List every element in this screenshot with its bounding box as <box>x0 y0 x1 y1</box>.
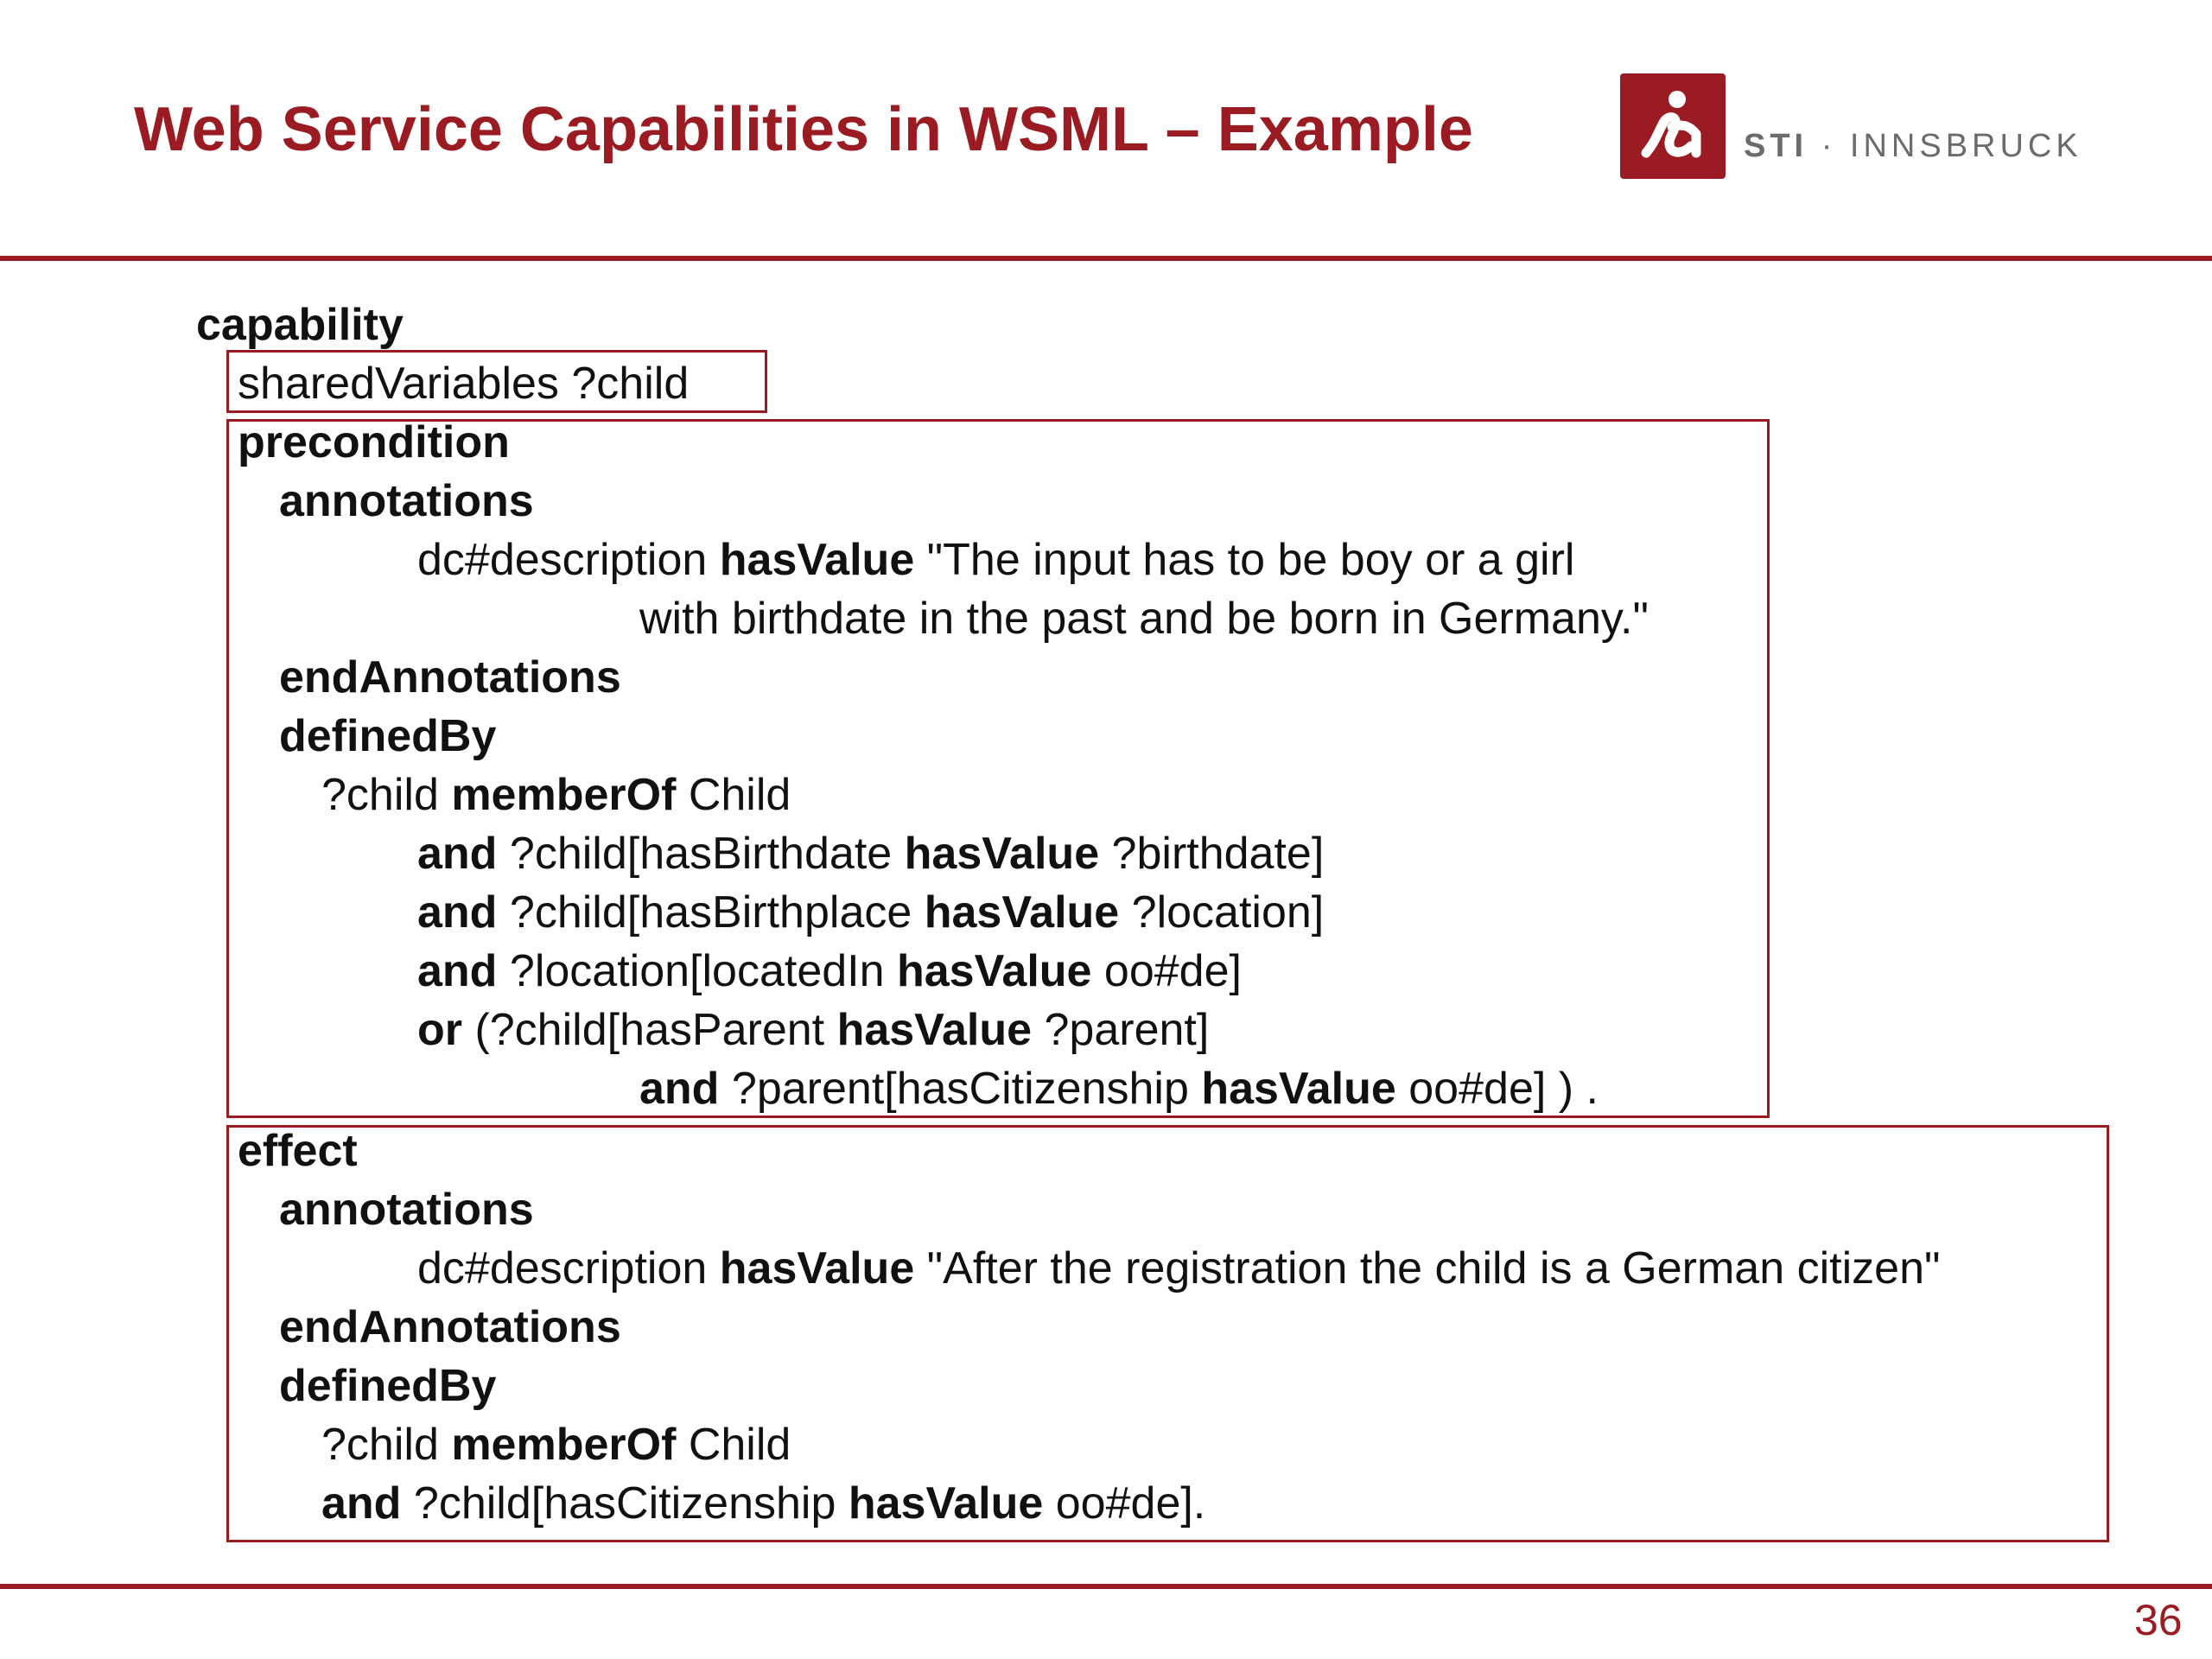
sti-innsbruck-wordmark <box>1744 125 2082 167</box>
effect-member-of-line: ?child memberOf Child <box>321 1420 791 1470</box>
effect-header: effect <box>238 1126 358 1176</box>
page-number: 36 <box>2134 1596 2183 1644</box>
precondition-birthdate-line: and ?child[hasBirthdate hasValue ?birthdate] <box>417 829 1325 879</box>
logo-location: INNSBRUCK <box>1849 128 2082 164</box>
precondition-located-in-line: and ?location[locatedIn hasValue oo#de] <box>417 946 1242 996</box>
precondition-description-line-1: dc#description hasValue "The input has to be boy or a girl <box>417 535 1575 585</box>
precondition-birthplace-line: and ?child[hasBirthplace hasValue ?location] <box>417 887 1325 938</box>
precondition-has-parent-line: or (?child[hasParent hasValue ?parent] <box>417 1005 1210 1055</box>
header-divider <box>0 256 2212 261</box>
effect-citizenship-line: and ?child[hasCitizenship hasValue oo#de]. <box>321 1478 1206 1529</box>
effect-defined-by: definedBy <box>279 1361 497 1411</box>
capability-keyword: capability <box>196 300 404 350</box>
precondition-annotations: annotations <box>279 476 534 526</box>
precondition-end-annotations: endAnnotations <box>279 652 621 702</box>
logo-brand: STI <box>1744 128 1808 164</box>
precondition-defined-by: definedBy <box>279 711 497 761</box>
effect-end-annotations: endAnnotations <box>279 1302 621 1352</box>
footer-divider <box>0 1584 2212 1589</box>
logo-separator: · <box>1821 128 1837 164</box>
effect-annotations: annotations <box>279 1185 534 1235</box>
precondition-header: precondition <box>238 417 510 467</box>
precondition-citizenship-line: and ?parent[hasCitizenship hasValue oo#de] ) . <box>639 1064 1599 1114</box>
sti-figure-icon <box>1620 73 1726 179</box>
precondition-member-of-line: ?child memberOf Child <box>321 770 791 820</box>
slide-title: Web Service Capabilities in WSML – Example <box>134 95 1473 164</box>
precondition-description-line-2: with birthdate in the past and be born in Germany." <box>639 594 1649 644</box>
sti-logo <box>1620 73 1726 179</box>
shared-variables-line: sharedVariables ?child <box>238 359 690 409</box>
effect-description-line: dc#description hasValue "After the registration the child is a German citizen" <box>417 1243 1941 1294</box>
